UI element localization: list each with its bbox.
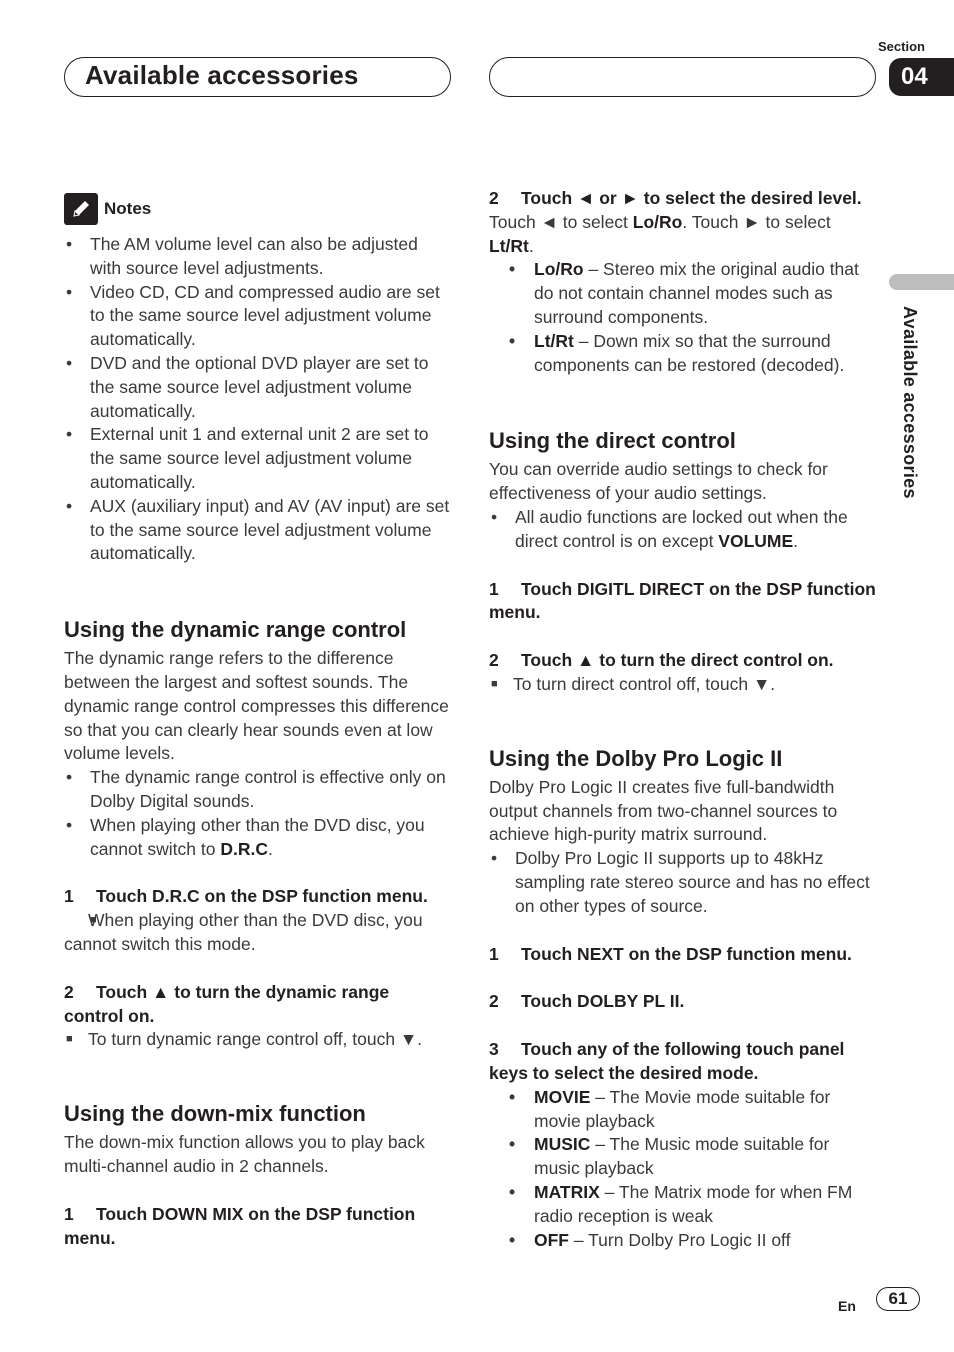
step-number: 1 (489, 943, 499, 964)
dolby-modes (489, 1086, 877, 1253)
direct-heading: Using the direct control (489, 428, 736, 454)
pencil-icon (64, 193, 98, 225)
step-text: Touch D.R.C on the DSP function menu. (96, 886, 428, 907)
step-text: Touch ▲ to turn the dynamic range control on. (64, 981, 390, 1026)
dolby-step-1 (489, 943, 877, 967)
dolby-step-3 (489, 1038, 877, 1086)
downmix-step-2-text (489, 211, 877, 259)
mode-text: – The Matrix mode for when FM radio reception is weak (534, 1181, 853, 1226)
notes-heading (64, 193, 452, 225)
text-bold: VOLUME (718, 530, 794, 551)
page-number: 61 (876, 1287, 920, 1311)
step-number: 2 (489, 991, 499, 1012)
drc-heading: Using the dynamic range control (64, 617, 407, 643)
step-number: 2 (64, 981, 74, 1002)
text-bold: Lo/Ro (632, 211, 683, 232)
mode-text: – The Movie mode suitable for movie playback (534, 1086, 831, 1131)
step-text: Touch DIGITL DIRECT on the DSP function menu. (489, 578, 876, 623)
step-text: Touch DOWN MIX on the DSP function menu. (64, 1203, 416, 1248)
text: . Touch ► to select (682, 211, 831, 232)
step-text: Touch DOLBY PL II. (521, 991, 685, 1012)
right-column (489, 187, 877, 1252)
dolby-step-2 (489, 990, 877, 1014)
drc-step-2 (64, 981, 452, 1029)
mode-label: MUSIC (534, 1134, 591, 1155)
drc-step-1 (64, 885, 452, 909)
downmix-step-1 (64, 1203, 452, 1251)
section-number: 04 (889, 58, 954, 96)
option-label: Lt/Rt (534, 330, 574, 351)
mode-label: OFF (534, 1229, 569, 1250)
downmix-step-2 (489, 187, 877, 211)
step-number: 1 (64, 886, 74, 907)
option-label: Lo/Ro (534, 259, 584, 280)
drc-bullets (64, 766, 452, 861)
mode-label: MATRIX (534, 1181, 600, 1202)
drc-step-2-note: ■ To turn dynamic range control off, touch ▼. (64, 1028, 452, 1052)
step-text: Touch any of the following touch panel keys to select the desired mode. (489, 1039, 845, 1083)
text: When playing other than the DVD disc, you cannot switch to (90, 814, 425, 859)
step-number: 3 (489, 1039, 499, 1060)
step-number: 1 (64, 1203, 74, 1224)
mode-label: MOVIE (534, 1086, 591, 1107)
downmix-heading: Using the down-mix function (64, 1101, 366, 1127)
language-code: En (838, 1298, 856, 1314)
list-item (64, 814, 452, 862)
side-tab-label: Available accessories (900, 306, 920, 499)
step-text: Touch ◄ or ► to select the desired level. (521, 188, 862, 208)
list-item (489, 506, 877, 554)
text-bold: D.R.C (220, 838, 268, 859)
step-number: 1 (489, 578, 499, 599)
list-item: • AUX (auxiliary input) and AV (AV input) are set to the same source level adjustment volume automatically. (64, 495, 452, 566)
list-item (489, 330, 877, 378)
section-label: Section (878, 39, 925, 54)
text: Touch ◄ to select (489, 211, 633, 232)
text-bold: Lt/Rt (489, 235, 529, 256)
drc-step-1-note: ■ When playing other than the DVD disc, you cannot switch this mode. (64, 909, 452, 957)
notes-list (64, 233, 452, 566)
mode-text: – The Music mode suitable for music playback (534, 1134, 830, 1179)
direct-step-1 (489, 578, 877, 626)
list-item: • The dynamic range control is effective only on Dolby Digital sounds. (64, 766, 452, 814)
direct-step-2-note: ■ To turn direct control off, touch ▼. (489, 673, 877, 697)
downmix-options (489, 258, 877, 377)
option-text: – Stereo mix the original audio that do not contain channel modes such as surround components. (534, 259, 859, 327)
header-title-box (64, 57, 451, 97)
list-item (489, 1086, 877, 1134)
side-tab-marker (889, 274, 954, 290)
dolby-heading: Using the Dolby Pro Logic II (489, 745, 783, 771)
drc-intro: The dynamic range refers to the difference between the largest and softest sounds. The dynamic range control compresses this difference so that you can clearly hear sounds even at low volume levels. (64, 648, 449, 764)
list-item: • DVD and the optional DVD player are set to the same source level adjustment volume automatically. (64, 352, 452, 423)
step-text: Touch NEXT on the DSP function menu. (521, 943, 852, 964)
direct-step-2 (489, 649, 877, 673)
text: . (268, 838, 273, 859)
direct-bullets (489, 506, 877, 554)
downmix-intro: The down-mix function allows you to play back multi-channel audio in 2 channels. (64, 1132, 425, 1176)
list-item: • Video CD, CD and compressed audio are set to the same source level adjustment volume automatically. (64, 281, 452, 352)
list-item (489, 1181, 877, 1229)
dolby-bullets (489, 847, 877, 918)
list-item: • External unit 1 and external unit 2 are set to the same source level adjustment volume automatically. (64, 423, 452, 494)
step-text: Touch ▲ to turn the direct control on. (521, 650, 834, 671)
option-text: – Down mix so that the surround components can be restored (decoded). (534, 330, 845, 375)
text: . (528, 235, 534, 256)
text: All audio functions are locked out when the direct control is on except (515, 506, 848, 551)
left-column (64, 193, 452, 1250)
notes-heading-text: Notes (104, 199, 152, 219)
page-title: Available accessories (85, 60, 359, 90)
list-item: • Dolby Pro Logic II supports up to 48kHz sampling rate stereo source and has no effect on other types of source. (489, 847, 877, 918)
dolby-intro: Dolby Pro Logic II creates five full-bandwidth output channels from two-channel sources to achieve high-purity matrix surround. (489, 776, 838, 845)
step-number: 2 (489, 650, 499, 671)
list-item (489, 1133, 877, 1181)
text: . (793, 530, 799, 551)
mode-text: – Turn Dolby Pro Logic II off (569, 1229, 791, 1250)
direct-intro: You can override audio settings to check for effectiveness of your audio settings. (489, 459, 828, 504)
list-item (489, 1229, 877, 1253)
list-item: • The AM volume level can also be adjusted with source level adjustments. (64, 233, 452, 281)
list-item (489, 258, 877, 329)
step-number: 2 (489, 188, 499, 208)
header-blank-box (489, 57, 876, 97)
